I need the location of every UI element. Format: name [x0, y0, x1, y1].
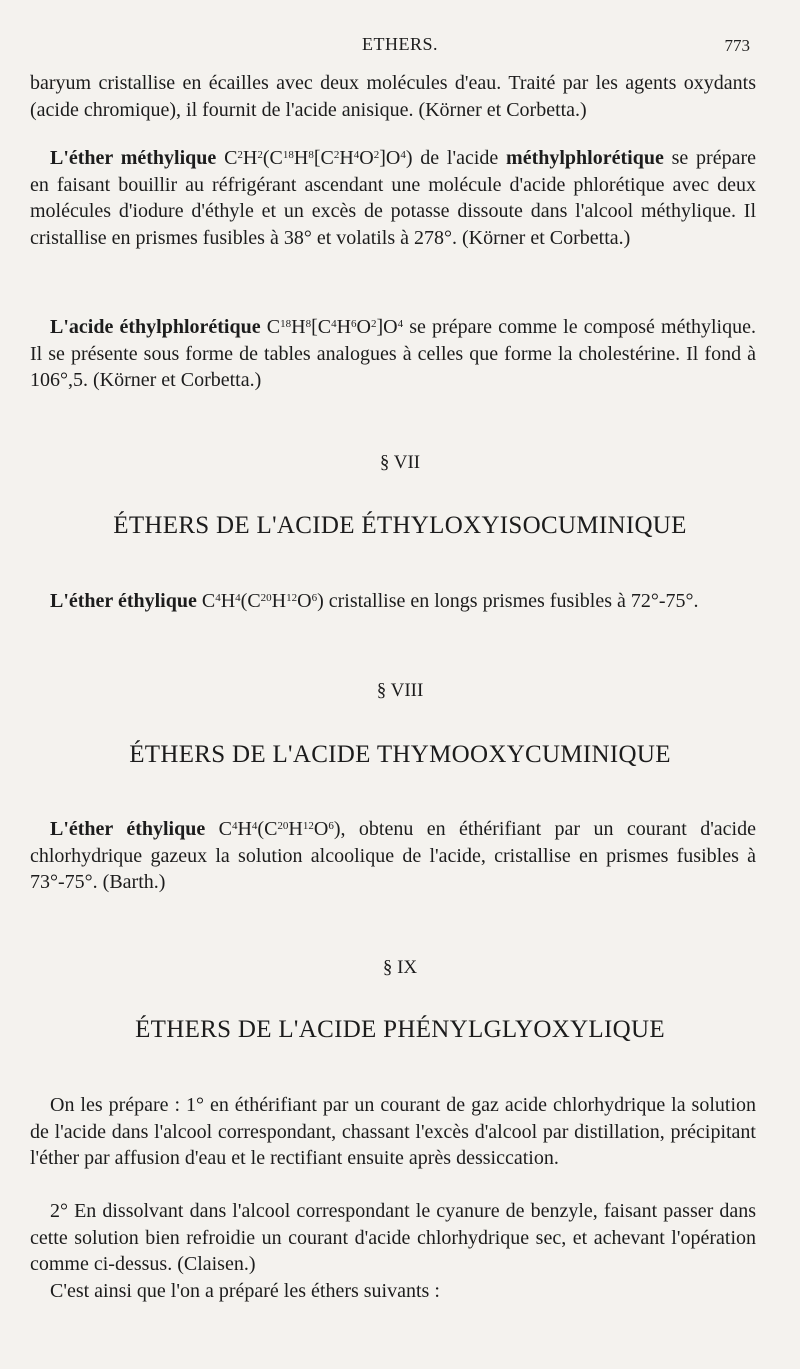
section-mark-vii: § VII — [379, 452, 421, 473]
running-header — [0, 30, 800, 60]
section-heading-ix: ÉTHERS DE L'ACIDE PHÉNYLGLYOXYLIQUE — [135, 1016, 665, 1043]
section-heading-vii: ÉTHERS DE L'ACIDE ÉTHYLOXYISOCUMINIQUE — [113, 512, 687, 539]
page-number: 773 — [724, 36, 750, 55]
section-mark-ix: § IX — [382, 957, 418, 978]
paragraph-ethyl-ether-viii: L'éther éthylique $C^4H^4(C^{20}H^{12}O^6)$, obtenu en éthérifiant par un courant d'acide chlorhydrique gazeux la solution alcoolique de l'acide, cristallise en prismes fusibles à 73°-75°. (Barth.) — [30, 818, 756, 893]
formula: $C^{18}H^8[C^4H^6O^2]O^4$ — [266, 316, 404, 338]
section-mark-viii: § VIII — [376, 680, 424, 701]
compound-name: L'éther éthylique — [50, 818, 206, 840]
paragraph-methyl-ether: L'éther méthylique $C^2H^2(C^{18}H^8[C^2H^4O^2]O^4)$ de l'acide méthylphlorétique se prépare en faisant bouillir au réfrigérant ascendant une molécule d'acide phlorétique avec deux molécules d'iodure d'éthyle et un excès de potasse dissoute dans l'alcool méthylique. Il cristallise en prismes fusibles à 38° et volatils à 278°. (Körner et Corbetta.) — [30, 147, 756, 249]
section-heading-viii: ÉTHERS DE L'ACIDE THYMOOXYCUMINIQUE — [129, 741, 671, 768]
acid-name: méthylphlorétique — [506, 147, 664, 169]
paragraph-ethyl-ether-vii: L'éther éthylique $C^4H^4(C^{20}H^{12}O^6)$ cristallise en longs prismes fusibles à 72°-75°. — [50, 590, 699, 612]
paragraph-preparation-2 — [30, 1198, 756, 1278]
paragraph-barium — [30, 70, 756, 123]
running-title: ETHERS. — [361, 34, 438, 54]
paragraph-ethers-list-intro — [30, 1278, 756, 1305]
paragraph-preparation-1 — [30, 1092, 756, 1172]
paragraph-text: On les prépare : 1° en éthérifiant par un courant de gaz acide chlorhydrique la solution de l'acide dans l'alcool correspondant, chassant l'excès d'alcool par distillation, précipitant l'éther par affusion d'eau et le rectifiant ensuite après dessiccation. — [30, 1094, 756, 1169]
paragraph-text: baryum cristallise en écailles avec deux molécules d'eau. Traité par les agents oxydants (acide chromique), il fournit de l'acide anisique. (Körner et Corbetta.) — [30, 72, 756, 121]
compound-name: L'éther méthylique — [50, 147, 217, 169]
paragraph-ethylphloretic-acid: L'acide éthylphlorétique $C^{18}H^8[C^4H^6O^2]O^4$ se prépare comme le composé méthylique. Il se présente sous forme de tables analogues à celles que forme la cholestérine. Il fond à 106°,5. (Körner et Corbetta.) — [30, 316, 756, 391]
formula: $C^4H^4(C^{20}H^{12}O^6)$ — [218, 818, 341, 840]
formula: $C^4H^4(C^{20}H^{12}O^6)$ — [201, 590, 324, 612]
compound-name: L'éther éthylique — [50, 590, 197, 612]
paragraph-text: 2° En dissolvant dans l'alcool correspondant le cyanure de benzyle, faisant passer dans cette solution bien refroidie un courant d'acide chlorhydrique sec, et achevant l'opération comme ci-dessus. (Claisen.) — [30, 1200, 756, 1275]
paragraph-text: C'est ainsi que l'on a préparé les éthers suivants : — [50, 1280, 440, 1302]
formula: $C^2H^2(C^{18}H^8[C^2H^4O^2]O^4)$ — [224, 147, 413, 169]
compound-name: L'acide éthylphlorétique — [50, 316, 261, 338]
